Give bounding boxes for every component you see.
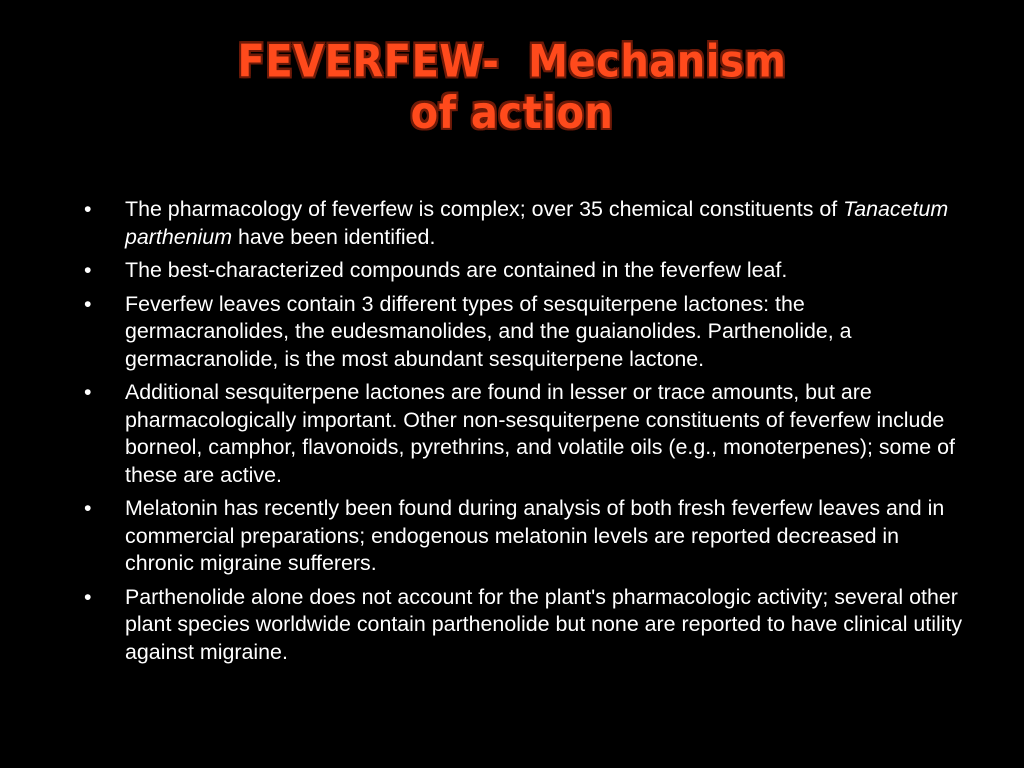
bullet-text: Melatonin has recently been found during analysis of both fresh feverfew leaves and in commercial preparations; endogenous melatonin levels are reported decreased in chronic migraine sufferers. <box>125 496 945 575</box>
bullet-item <box>84 379 964 489</box>
slide-title-line-1: FEVERFEW- Mechanism <box>237 36 787 88</box>
bullet-text: Parthenolide alone does not account for the plant's pharmacologic activity; several other plant species worldwide contain parthenolide but none are reported to have clinical utility against migraine. <box>125 584 963 664</box>
bullet-text: Feverfew leaves contain 3 different types of sesquiterpene lactones: the germacranolides, the eudesmanolides, and the guaianolides. Parthenolide, a germacranolide, is the most abundant sesquiterpene lactone. <box>125 291 852 371</box>
bullet-item <box>84 257 964 285</box>
bullet-icon: • <box>84 291 92 316</box>
bullet-icon: • <box>84 380 92 404</box>
slide-title <box>0 36 1024 139</box>
bullet-text: The pharmacology of feverfew is complex; over 35 chemical constituents of Tanacetum parthenium have been identified. <box>125 197 949 249</box>
bullet-list <box>84 196 964 672</box>
bullet-text: The best-characterized compounds are contained in the feverfew leaf. <box>125 258 788 282</box>
italic-species-name: Tanacetum parthenium <box>125 197 949 249</box>
bullet-text: Additional sesquiterpene lactones are found in lesser or trace amounts, but are pharmacologically important. Other non-sesquiterpene constituents of feverfew include borneol, camphor, flavonoids, pyrethrins, and volatile oils (e.g., monoterpenes); some of these are active. <box>125 380 955 487</box>
bullet-icon: • <box>84 197 92 221</box>
bullet-item <box>84 196 964 251</box>
bullet-item <box>84 291 964 374</box>
bullet-icon: • <box>84 584 92 609</box>
slide-title-line-2: of action <box>410 87 614 140</box>
bullet-item <box>84 584 964 667</box>
bullet-item <box>84 495 964 578</box>
bullet-icon: • <box>84 258 92 282</box>
bullet-icon: • <box>84 496 92 520</box>
